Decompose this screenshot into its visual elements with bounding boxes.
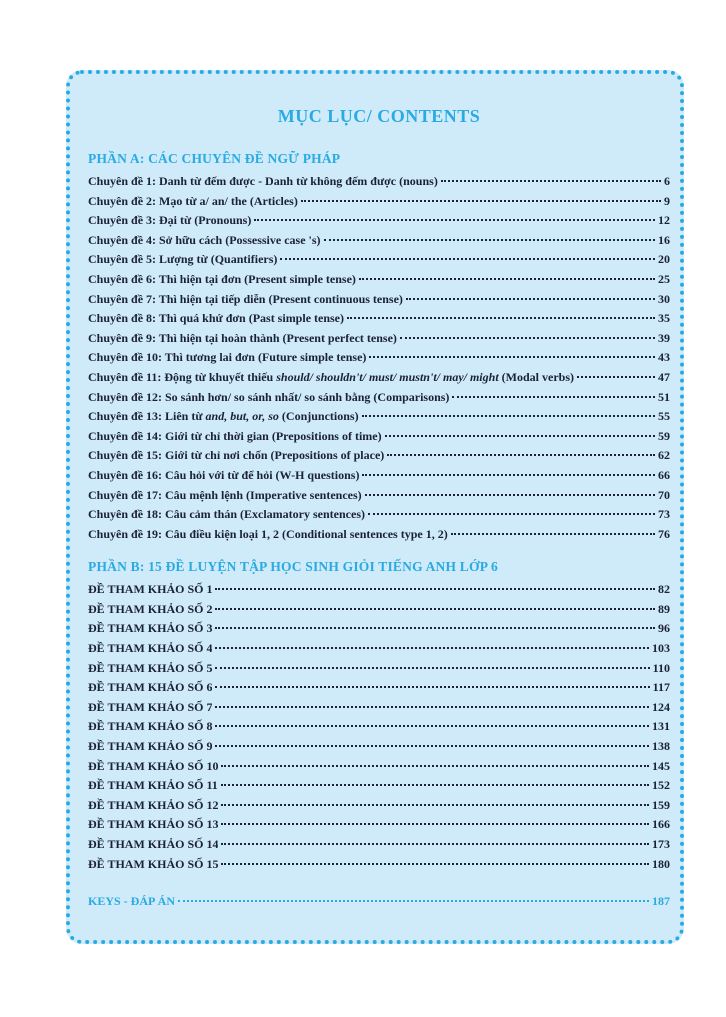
dot-leader: [368, 513, 655, 515]
dot-leader: [215, 686, 649, 688]
dot-leader: [406, 298, 655, 300]
toc-entry-label: Chuyên đề 3: Đại từ (Pronouns): [88, 213, 252, 228]
toc-entry-page: 110: [652, 660, 670, 675]
toc-entry-page: 159: [652, 797, 670, 812]
dot-leader: [178, 900, 649, 902]
toc-entry: [88, 505, 670, 525]
dot-leader: [221, 765, 649, 767]
toc-entry: [88, 466, 670, 486]
toc-entry: [88, 639, 670, 659]
dot-leader: [280, 258, 655, 260]
toc-entry-label: Chuyên đề 7: Thì hiện tại tiếp diễn (Present continuous tense): [88, 291, 403, 306]
toc-entry-label: Chuyên đề 9: Thì hiện tại hoàn thành (Present perfect tense): [88, 330, 397, 345]
toc-entry: [88, 407, 670, 427]
toc-entry: [88, 855, 670, 875]
toc-entry: [88, 486, 670, 506]
toc-entry-page: 103: [652, 641, 670, 656]
toc-entry-page: 173: [652, 837, 670, 851]
toc-entry-page: 76: [658, 526, 670, 541]
toc-entry: [88, 737, 670, 757]
dot-leader: [359, 278, 655, 280]
page-title: MỤC LỤC/ CONTENTS: [277, 106, 481, 126]
toc-entry-label: ĐỀ THAM KHẢO SỐ 4: [88, 641, 213, 656]
toc-entry-label: Chuyên đề 14: Giới từ chỉ thời gian (Prepositions of time): [88, 428, 382, 443]
toc-entry-label: Chuyên đề 5: Lượng từ (Quantifiers): [88, 252, 278, 267]
toc-entry: [88, 776, 670, 796]
toc-entry-page: 35: [658, 311, 670, 326]
toc-entry-keys: [88, 892, 670, 912]
dot-leader: [215, 647, 649, 649]
toc-entry-page: 82: [658, 582, 670, 597]
toc-entry-page: 180: [652, 856, 670, 871]
dot-leader: [362, 474, 655, 476]
toc-entry-label: Chuyên đề 4: Sở hữu cách (Possessive case 's): [88, 232, 321, 247]
dot-leader: [452, 396, 655, 398]
toc-entry-page: 73: [658, 507, 670, 522]
toc-entry: [88, 619, 670, 639]
dot-leader: [254, 219, 655, 221]
toc-entry-page: 43: [658, 350, 670, 365]
toc-entry-page: 39: [658, 330, 670, 345]
toc-entry: [88, 231, 670, 251]
toc-entry: [88, 348, 670, 368]
toc-entry: [88, 580, 670, 600]
toc-section: [88, 151, 670, 544]
toc-entry-page: 20: [658, 252, 670, 267]
toc-entry-page: 62: [658, 448, 670, 463]
toc-entry-label: ĐỀ THAM KHẢO SỐ 8: [88, 719, 213, 734]
toc-entry-page: 6: [664, 174, 670, 188]
dot-leader: [577, 376, 655, 378]
toc-entry-page: 152: [652, 778, 670, 793]
toc-entry: [88, 600, 670, 620]
toc-entry-page: 145: [652, 758, 670, 773]
toc-entry-label: Chuyên đề 11: Động từ khuyết thiếu should/ shouldn't/ must/ mustn't/ may/ might (Modal verbs): [88, 369, 574, 384]
toc-entry-page: 55: [658, 409, 670, 424]
toc-entry: [88, 192, 670, 212]
dot-leader: [369, 356, 655, 358]
toc-entry-label: ĐỀ THAM KHẢO SỐ 7: [88, 699, 213, 714]
toc-entry-page: 9: [664, 193, 670, 208]
toc-entry-page: 89: [658, 601, 670, 616]
toc-entry-page: 166: [652, 817, 670, 832]
toc-entry-page: 131: [652, 719, 670, 734]
section-heading: PHẦN A: CÁC CHUYÊN ĐỀ NGỮ PHÁP: [88, 151, 341, 166]
dot-leader: [215, 588, 655, 590]
toc-entry-label: Chuyên đề 2: Mạo từ a/ an/ the (Articles): [88, 193, 298, 208]
toc-entry: [88, 815, 670, 835]
toc-entry-page: 124: [652, 699, 670, 714]
dot-leader: [385, 435, 655, 437]
toc-entry: [88, 717, 670, 737]
toc-entry-page: 51: [658, 389, 670, 404]
toc-panel: [66, 70, 684, 944]
toc-entry-page: 70: [658, 487, 670, 502]
toc-entry-page: 96: [658, 621, 670, 636]
toc-entry-page: 117: [652, 680, 670, 695]
toc-entry-page: 25: [658, 271, 670, 286]
dot-leader: [215, 706, 649, 708]
toc-entry-label: Chuyên đề 10: Thì tương lai đơn (Future simple tense): [88, 350, 367, 365]
toc-entry-label: ĐỀ THAM KHẢO SỐ 3: [88, 621, 213, 636]
toc-entry: [88, 172, 670, 192]
toc-entry-label: ĐỀ THAM KHẢO SỐ 5: [88, 660, 213, 675]
toc-entry-page: 138: [652, 739, 670, 754]
toc-entry: [88, 388, 670, 408]
dot-leader: [400, 337, 655, 339]
toc-entry-page: 30: [658, 291, 670, 306]
toc-entry: [88, 796, 670, 816]
toc-entry-label: ĐỀ THAM KHẢO SỐ 11: [88, 778, 218, 793]
toc-entry-label: Chuyên đề 17: Câu mệnh lệnh (Imperative sentences): [88, 487, 362, 502]
toc-entry-label: ĐỀ THAM KHẢO SỐ 13: [88, 817, 219, 832]
dot-leader: [221, 804, 649, 806]
toc-entry: [88, 659, 670, 679]
toc-entry-page: 16: [658, 232, 670, 247]
toc-entry: [88, 368, 670, 388]
toc-entry-label: Chuyên đề 15: Giới từ chỉ nơi chốn (Prepositions of place): [88, 448, 385, 463]
toc-entry: [88, 525, 670, 545]
dot-leader: [441, 180, 661, 182]
toc-entry-label: ĐỀ THAM KHẢO SỐ 10: [88, 758, 219, 773]
section-heading: PHẦN B: 15 ĐỀ LUYỆN TẬP HỌC SINH GIỎI TIẾNG ANH LỚP 6: [88, 559, 498, 575]
toc-entry-label: Chuyên đề 13: Liên từ and, but, or, so (Conjunctions): [88, 409, 359, 424]
toc-entry: [88, 835, 670, 855]
toc-entry-label: ĐỀ THAM KHẢO SỐ 14: [88, 837, 219, 851]
toc-entry: [88, 698, 670, 718]
toc-entry: [88, 678, 670, 698]
toc-entry: [88, 309, 670, 329]
toc-entry-label: Chuyên đề 18: Câu cảm thán (Exclamatory sentences): [88, 507, 365, 522]
dot-leader: [215, 608, 655, 610]
toc-entry-label: ĐỀ THAM KHẢO SỐ 9: [88, 739, 213, 754]
toc-section: [88, 559, 670, 874]
toc-entry-label: Chuyên đề 19: Câu điều kiện loại 1, 2 (Conditional sentences type 1, 2): [88, 526, 448, 541]
toc-entry-label: ĐỀ THAM KHẢO SỐ 2: [88, 601, 213, 616]
toc-entry: [88, 757, 670, 777]
toc-entry: [88, 427, 670, 447]
toc-entry-label: Chuyên đề 16: Câu hỏi với từ để hỏi (W-H questions): [88, 467, 360, 482]
toc-entry-page: 59: [658, 428, 670, 443]
toc-entry-label: ĐỀ THAM KHẢO SỐ 12: [88, 797, 219, 812]
toc-entry: [88, 446, 670, 466]
dot-leader: [324, 239, 655, 241]
toc-entry: [88, 211, 670, 231]
dot-leader: [451, 533, 655, 535]
dot-leader: [215, 745, 649, 747]
dot-leader: [221, 843, 649, 845]
dot-leader: [221, 823, 649, 825]
dot-leader: [215, 627, 655, 629]
toc-entry-page: 66: [658, 467, 670, 482]
toc-entry-label: Chuyên đề 8: Thì quá khứ đơn (Past simple tense): [88, 311, 345, 326]
toc-entry-label: ĐỀ THAM KHẢO SỐ 6: [88, 680, 213, 695]
toc-entry-label: Chuyên đề 12: So sánh hơn/ so sánh nhất/ so sánh bằng (Comparisons): [88, 389, 450, 404]
toc-entry-page: 47: [658, 369, 670, 384]
dot-leader: [215, 725, 649, 727]
dot-leader: [215, 667, 649, 669]
dot-leader: [387, 454, 655, 456]
dot-leader: [221, 784, 649, 786]
toc-entry-label: ĐỀ THAM KHẢO SỐ 1: [88, 582, 213, 597]
dot-leader: [221, 863, 649, 865]
toc-entry-label: Chuyên đề 1: Danh từ đếm được - Danh từ không đếm được (nouns): [88, 174, 438, 188]
toc-entry: [88, 270, 670, 290]
toc-entry-label: ĐỀ THAM KHẢO SỐ 15: [88, 856, 219, 871]
dot-leader: [347, 317, 655, 319]
dot-leader: [365, 494, 655, 496]
keys-entry-page: 187: [652, 894, 670, 909]
toc-entry: [88, 329, 670, 349]
toc-entry-label: Chuyên đề 6: Thì hiện tại đơn (Present simple tense): [88, 271, 356, 286]
toc-sections: [88, 151, 670, 874]
dot-leader: [301, 200, 661, 202]
keys-entry-label: KEYS - ĐÁP ÁN: [88, 894, 176, 909]
toc-entry-page: 12: [658, 213, 670, 228]
dot-leader: [362, 415, 655, 417]
toc-entry: [88, 290, 670, 310]
toc-entry: [88, 250, 670, 270]
